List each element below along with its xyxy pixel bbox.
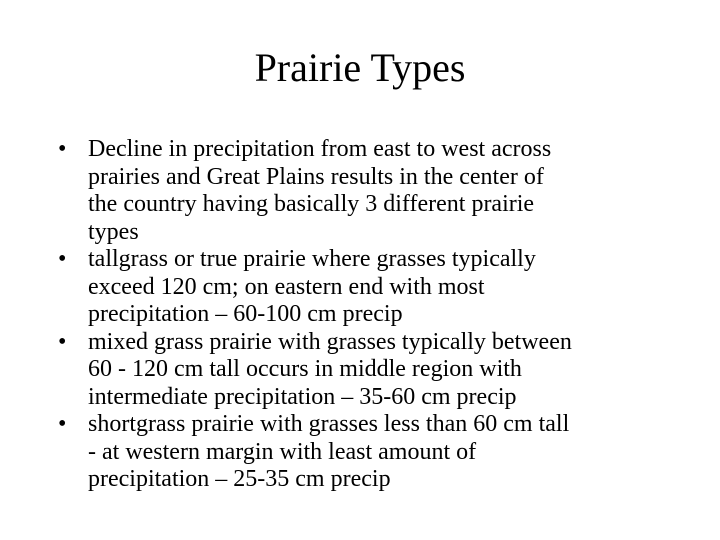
bullet-line: mixed grass prairie with grasses typically between <box>88 328 572 355</box>
bullet-line: the country having basically 3 different prairie <box>88 191 535 217</box>
bullet-item-tallgrass <box>56 246 666 329</box>
bullet-line: intermediate precipitation – 35-60 cm precip <box>88 383 517 410</box>
bullet-line: 60 - 120 cm tall occurs in middle region with <box>88 356 522 382</box>
bullet-item-decline <box>56 136 666 246</box>
bullet-line: precipitation – 25-35 cm precip <box>88 466 391 492</box>
bullet-line: shortgrass prairie with grasses less than 60 cm tall <box>88 411 570 437</box>
bullet-line: precipitation – 60-100 cm precip <box>88 301 403 327</box>
slide-title: Prairie Types <box>254 45 466 90</box>
bullet-item-mixed-grass <box>56 329 666 412</box>
bullet-marker: • <box>58 246 67 272</box>
bullet-list <box>56 136 666 494</box>
bullet-marker: • <box>58 136 67 162</box>
bullet-line: prairies and Great Plains results in the center of <box>88 163 544 190</box>
bullet-item-shortgrass <box>56 411 666 494</box>
bullet-marker: • <box>58 328 67 355</box>
bullet-line: exceed 120 cm; on eastern end with most <box>88 273 485 300</box>
bullet-marker: • <box>58 411 67 437</box>
bullet-line: Decline in precipitation from east to west across <box>88 136 552 162</box>
bullet-line: - at western margin with least amount of <box>88 438 477 465</box>
bullet-line: types <box>88 218 139 245</box>
bullet-line: tallgrass or true prairie where grasses typically <box>88 246 536 272</box>
